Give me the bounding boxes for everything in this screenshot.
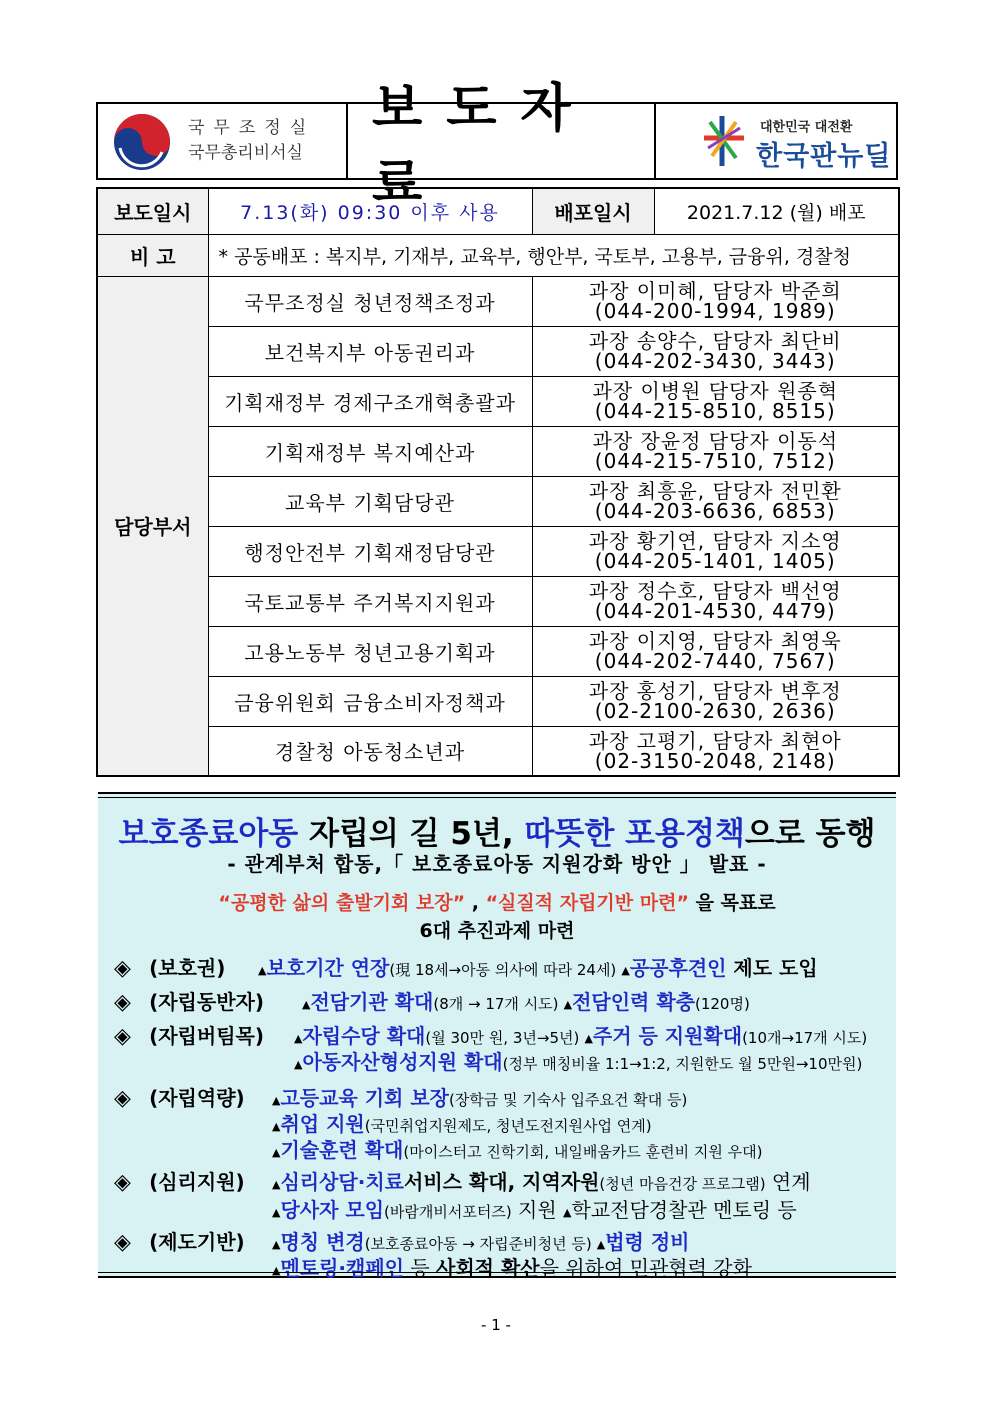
task-line: ▲심리상담·치료서비스 확대, 지역자원(청년 마음건강 프로그램) 연계	[272, 1170, 811, 1194]
dept-name: 금융위원회 금융소비자정책과	[208, 676, 532, 726]
top-rule	[98, 797, 896, 798]
dept-name: 기획재정부 경제구조개혁총괄과	[208, 376, 532, 426]
category-label: (보호권)	[149, 956, 226, 980]
dept-name: 국무조정실 청년정책조정과	[208, 276, 532, 326]
goal-line-2: 6대 추진과제 마련	[419, 920, 575, 942]
triangle-bullet-icon: ▲	[258, 964, 267, 977]
diamond-bullet-icon: ◈	[114, 1230, 131, 1255]
triangle-bullet-icon: ▲	[272, 1120, 281, 1133]
task-line: ▲전담기관 확대(8개 → 17개 시도) ▲전담인력 확충(120명)	[302, 990, 750, 1014]
diamond-bullet-icon: ◈	[114, 956, 131, 981]
dept-name: 행정안전부 기획재정담당관	[208, 526, 532, 576]
dept-row	[97, 476, 899, 526]
triangle-bullet-icon: ▲	[563, 998, 573, 1011]
diamond-bullet-icon: ◈	[114, 1170, 131, 1195]
dept-name: 국토교통부 주거복지지원과	[208, 576, 532, 626]
dept-row	[97, 376, 899, 426]
triangle-bullet-icon: ▲	[294, 1058, 303, 1071]
dept-contact: 과장 홍성기, 담당자 변후정 (02-2100-2630, 2636)	[532, 676, 899, 726]
org-names	[188, 116, 315, 166]
triangle-bullet-icon: ▲	[272, 1238, 281, 1251]
task-line: ▲아동자산형성지원 확대(정부 매칭비율 1:1→1:2, 지원한도 월 5만원→10만원)	[294, 1050, 863, 1074]
dept-row	[97, 576, 899, 626]
triangle-bullet-icon: ▲	[621, 964, 630, 977]
newdeal-subtitle: 대한민국 대전환	[760, 120, 853, 135]
page-number: - 1 -	[481, 1316, 511, 1334]
doc-title: 보도자료	[372, 78, 595, 214]
diamond-bullet-icon: ◈	[114, 1024, 131, 1049]
headline: 보호종료아동 자립의 길 5년, 따뜻한 포용정책으로 동행	[118, 816, 876, 852]
dept-contact: 과장 이지영, 담당자 최영욱 (044-202-7440, 7567)	[532, 626, 899, 676]
task-line: ▲보호기간 연장(現 18세→아동 의사에 따라 24세) ▲공공후견인 제도 도입	[258, 956, 818, 980]
note-value: * 공동배포 : 복지부, 기재부, 교육부, 행안부, 국토부, 고용부, 금융위, 경찰청	[208, 234, 899, 276]
category-label: (심리지원)	[149, 1170, 245, 1194]
triangle-bullet-icon: ▲	[596, 1238, 606, 1251]
task-line: ▲자립수당 확대(월 30만 원, 3년→5년) ▲주거 등 지원확대(10개→17개 시도)	[294, 1024, 868, 1048]
release-value: 7.13(화) 09:30 이후 사용	[208, 188, 532, 234]
dept-label: 담당부서	[97, 276, 208, 776]
dept-contact: 과장 이병원 담당자 원종혁 (044-215-8510, 8515)	[532, 376, 899, 426]
triangle-bullet-icon: ▲	[302, 998, 311, 1011]
org-line2: 국무총리비서실	[188, 143, 303, 163]
task-line: ▲당사자 모임(바람개비서포터즈) 지원 ▲학교전담경찰관 멘토링 등	[272, 1198, 797, 1222]
org-line1: 국무조정실	[188, 118, 316, 138]
taegeuk-emblem-icon	[112, 112, 172, 172]
note-label: 비 고	[97, 234, 208, 276]
dept-contact: 과장 황기연, 담당자 지소영 (044-205-1401, 1405)	[532, 526, 899, 576]
distribute-label: 배포일시	[532, 188, 654, 234]
dept-row	[97, 726, 899, 776]
triangle-bullet-icon: ▲	[272, 1146, 281, 1159]
info-table	[96, 187, 900, 777]
newdeal-logo-icon	[702, 114, 746, 168]
category-label: (자립버팀목)	[149, 1024, 264, 1048]
dept-row	[97, 326, 899, 376]
task-capacity	[114, 1082, 888, 1162]
dept-contact: 과장 최흥윤, 담당자 전민환 (044-203-6636, 6853)	[532, 476, 899, 526]
triangle-bullet-icon: ▲	[272, 1094, 281, 1107]
dept-name: 고용노동부 청년고용기획과	[208, 626, 532, 676]
dept-contact: 과장 장윤정 담당자 이동석 (044-215-7510, 7512)	[532, 426, 899, 476]
triangle-bullet-icon: ▲	[272, 1264, 281, 1277]
org-cell	[98, 104, 348, 178]
triangle-bullet-icon: ▲	[272, 1206, 281, 1219]
dept-row	[97, 426, 899, 476]
goal-line-1: “공평한 삶의 출발기회 보장” , “실질적 자립기반 마련” 을 목표로	[218, 892, 776, 914]
dept-row	[97, 626, 899, 676]
distribute-value: 2021.7.12 (월) 배포	[654, 188, 899, 234]
task-line: ▲취업 지원(국민취업지원제도, 청년도전지원사업 연계)	[272, 1112, 652, 1136]
task-psychology	[114, 1166, 888, 1222]
newdeal-title: 한국판뉴딜	[756, 141, 892, 172]
triangle-bullet-icon: ▲	[294, 1032, 303, 1045]
task-institution	[114, 1226, 888, 1280]
release-label: 보도일시	[97, 188, 208, 234]
triangle-bullet-icon: ▲	[272, 1178, 281, 1191]
dept-name: 기획재정부 복지예산과	[208, 426, 532, 476]
dept-row	[97, 526, 899, 576]
dept-row	[97, 676, 899, 726]
triangle-bullet-icon: ▲	[563, 1206, 572, 1219]
triangle-bullet-icon: ▲	[584, 1032, 593, 1045]
bottom-rule	[98, 1272, 896, 1273]
task-support	[114, 1020, 888, 1074]
dept-contact: 과장 고평기, 담당자 최현아 (02-3150-2048, 2148)	[532, 726, 899, 776]
summary-box	[98, 792, 896, 1278]
task-line: ▲명칭 변경(보호종료아동 → 자립준비청년 등) ▲법령 정비	[272, 1230, 690, 1254]
task-line: ▲기술훈련 확대(마이스터고 진학기회, 내일배움카드 훈련비 지원 우대)	[272, 1138, 763, 1162]
dept-name: 보건복지부 아동권리과	[208, 326, 532, 376]
dept-name: 교육부 기획담당관	[208, 476, 532, 526]
diamond-bullet-icon: ◈	[114, 990, 131, 1015]
dept-contact: 과장 정수호, 담당자 백선영 (044-201-4530, 4479)	[532, 576, 899, 626]
category-label: (자립동반자)	[149, 990, 264, 1014]
dept-contact: 과장 이미혜, 담당자 박준희 (044-200-1994, 1989)	[532, 276, 899, 326]
dept-row	[97, 276, 899, 326]
diamond-bullet-icon: ◈	[114, 1086, 131, 1111]
newdeal-cell	[656, 104, 896, 178]
note-row	[97, 234, 899, 276]
subheadline: - 관계부처 합동,「 보호종료아동 지원강화 방안 」 발표 -	[227, 852, 767, 876]
dept-contact: 과장 송양수, 담당자 최단비 (044-202-3430, 3443)	[532, 326, 899, 376]
release-row	[97, 188, 899, 234]
category-label: (제도기반)	[149, 1230, 245, 1254]
task-line: ▲멘토링·캠페인 등 사회적 확산을 위하여 민관협력 강화	[272, 1256, 752, 1280]
task-protection	[114, 952, 888, 981]
dept-name: 경찰청 아동청소년과	[208, 726, 532, 776]
category-label: (자립역량)	[149, 1086, 245, 1110]
task-line: ▲고등교육 기회 보장(장학금 및 기숙사 입주요건 확대 등)	[272, 1086, 688, 1110]
task-companion	[114, 986, 888, 1015]
